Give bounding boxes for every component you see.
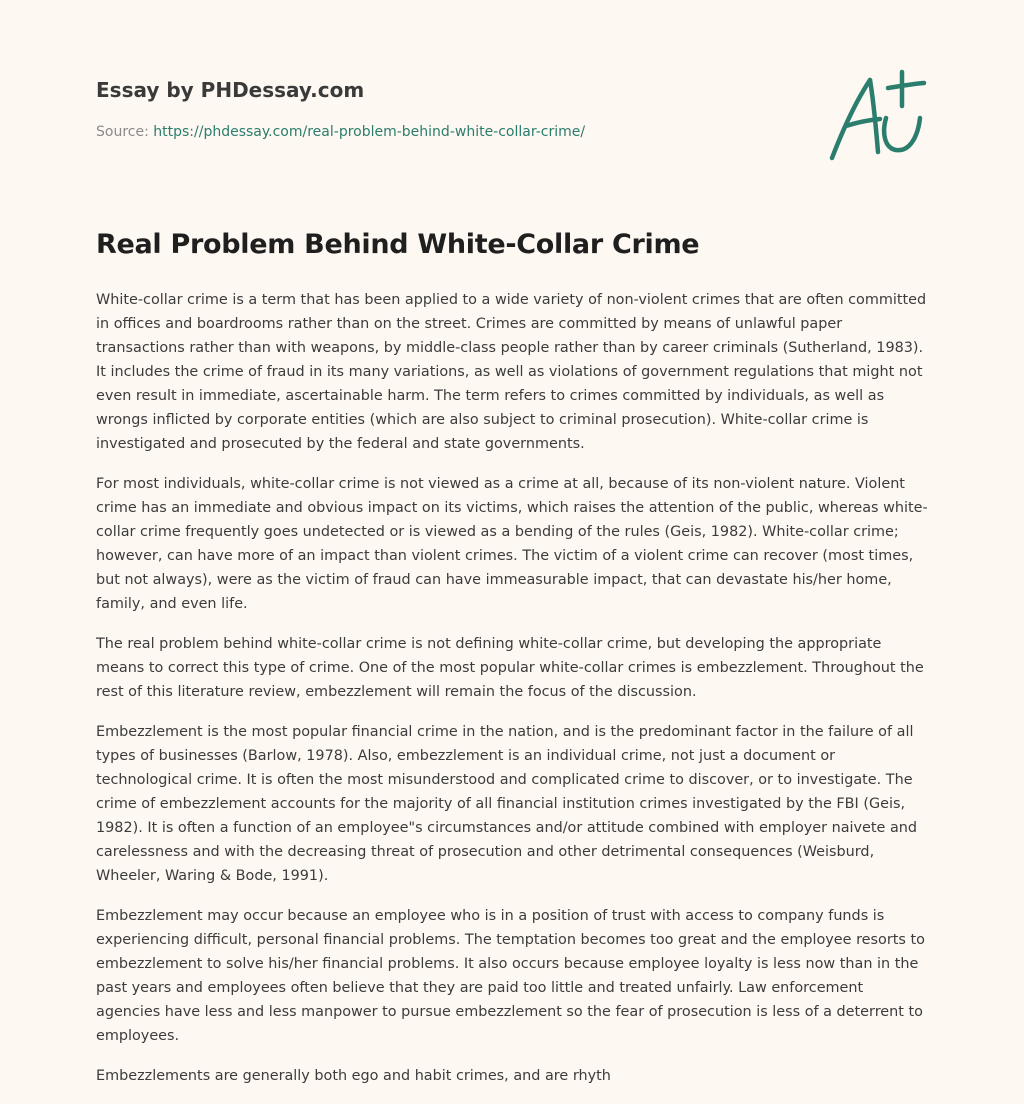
site-title: Essay by PHDessay.com	[96, 78, 365, 102]
source-label: Source:	[96, 124, 149, 140]
page-header	[96, 76, 796, 142]
essay-paragraph: White-collar crime is a term that has been applied to a wide variety of non-violent crimes that are often committed in offices and boardrooms rather than on the street. Crimes are committed by means of unlawful paper transactions rather than with weapons, by middle-class people rather than by career criminals (Sutherland, 1983). It includes the crime of fraud in its many variations, as well as violations of government regulations that might not even result in immediate, ascertainable harm. The term refers to crimes committed by individuals, as well as wrongs inflicted by corporate entities (which are also subject to criminal prosecution). White-collar crime is investigated and prosecuted by the federal and state governments.	[96, 292, 927, 452]
essay-paragraph: The real problem behind white-collar crime is not defining white-collar crime, but developing the appropriate means to correct this type of crime. One of the most popular white-collar crimes is embezzlement. Throughout the rest of this literature review, embezzlement will remain the focus of the discussion.	[96, 636, 924, 700]
essay-paragraph: For most individuals, white-collar crime is not viewed as a crime at all, because of its non-violent nature. Violent crime has an immediate and obvious impact on its victims, which raises the attention of the public, whereas white-collar crime frequently goes undetected or is viewed as a bending of the rules (Geis, 1982). White-collar crime; however, can have more of an impact than violent crimes. The victim of a violent crime can recover (most times, but not always), were as the victim of fraud can have immeasurable impact, that can devastate his/her home, family, and even life.	[96, 476, 928, 612]
a-plus-grade-icon	[820, 66, 930, 166]
essay-paragraph: Embezzlement is the most popular financial crime in the nation, and is the predominant factor in the failure of all types of businesses (Barlow, 1978). Also, embezzlement is an individual crime, not just a document or technological crime. It is often the most misunderstood and complicated crime to discover, or to investigate. The crime of embezzlement accounts for the majority of all financial institution crimes investigated by the FBI (Geis, 1982). It is often a function of an employee"s circumstances and/or attitude combined with employer naivete and carelessness and with the decreasing threat of prosecution and other detrimental consequences (Weisburd, Wheeler, Waring & Bode, 1991).	[96, 724, 918, 884]
source-line	[96, 122, 796, 142]
source-link[interactable]: https://phdessay.com/real-problem-behind-white-collar-crime/	[153, 124, 586, 140]
essay-body	[96, 226, 928, 1104]
essay-paragraph: Embezzlements are generally both ego and habit crimes, and are rhyth	[96, 1068, 611, 1084]
essay-paragraph: Embezzlement may occur because an employee who is in a position of trust with access to company funds is experiencing difficult, personal financial problems. The temptation becomes too great and the employee resorts to embezzlement to solve his/her financial problems. It also occurs because employee loyalty is less now than in the past years and employees often believe that they are paid too little and treated unfairly. Law enforcement agencies have less and less manpower to pursue embezzlement so the fear of prosecution is less of a deterrent to employees.	[96, 908, 925, 1044]
essay-title: Real Problem Behind White-Collar Crime	[96, 229, 700, 260]
